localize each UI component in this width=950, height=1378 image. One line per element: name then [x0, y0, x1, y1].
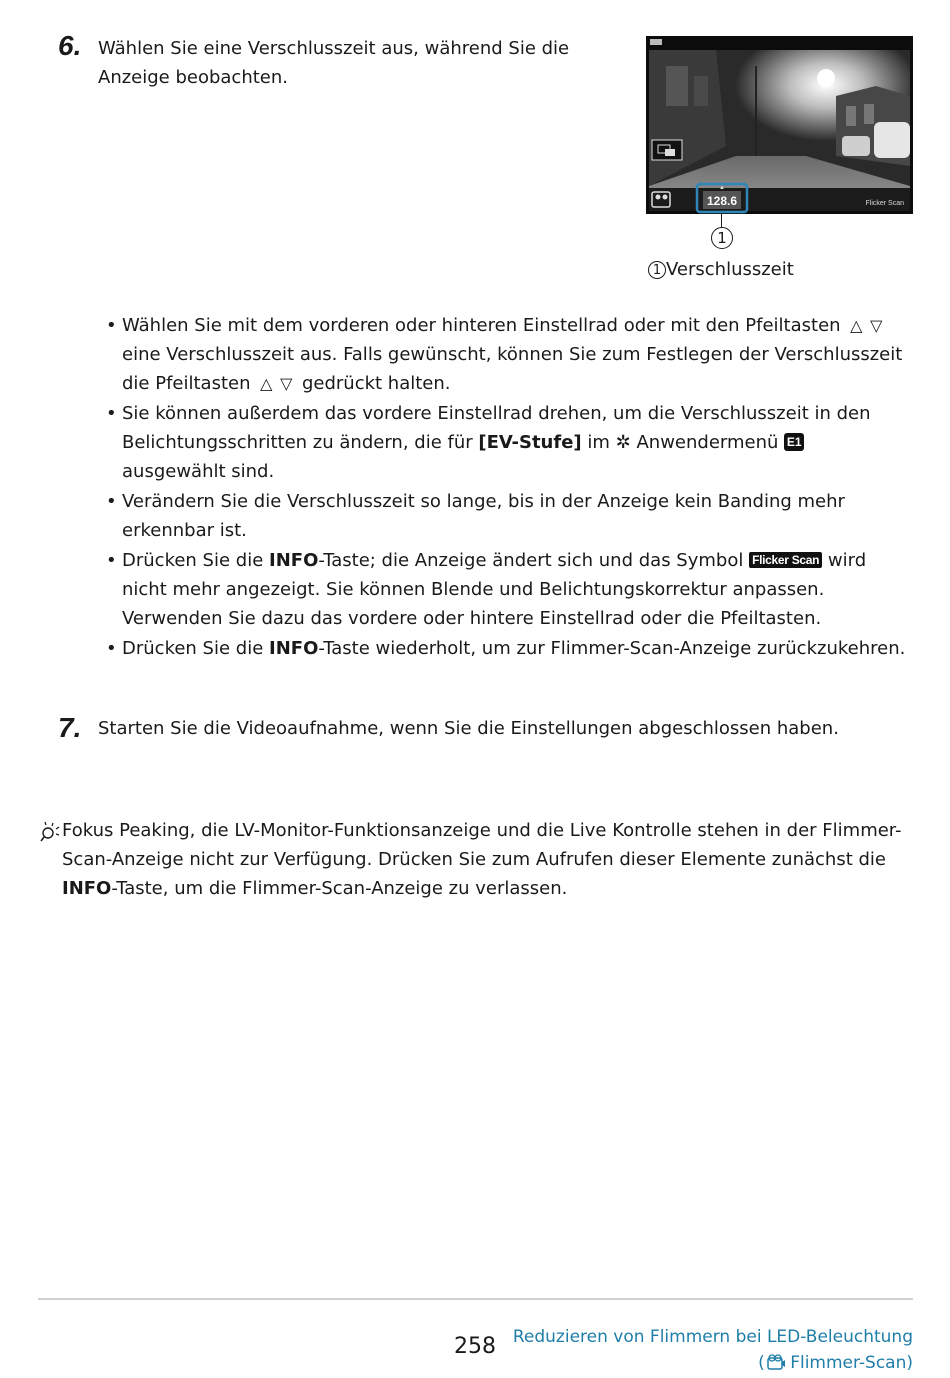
- callout-number: 1: [711, 227, 733, 249]
- arrow-up-icon: △: [850, 316, 863, 335]
- caption-number: 1: [648, 261, 666, 279]
- flicker-scan-badge: Flicker Scan: [749, 552, 822, 568]
- chapter-link-line2[interactable]: ( Flimmer-Scan): [493, 1350, 913, 1378]
- ev-step-label: [EV-Stufe]: [478, 432, 582, 453]
- arrow-down-icon: ▽: [870, 316, 883, 335]
- callout-leader-line: [721, 214, 722, 228]
- flicker-scan-label: Flicker Scan: [865, 200, 904, 207]
- step-6-text: Wählen Sie eine Verschlusszeit aus, während Sie die Anzeige beobachten.: [98, 38, 570, 88]
- tip-text: Fokus Peaking, die LV-Monitor-Funktionsanzeige und die Live Kontrolle stehen in der Flimmer-Scan-Anzeige nicht zur Verfügung. Drücken Sie zum Aufrufen dieser Elemente zunächst die INFO-Taste, um die Flimmer-Scan-Anzeige zu verlassen.: [62, 820, 902, 899]
- gear-icon: ✲: [615, 432, 631, 453]
- step-7-text: Starten Sie die Videoaufnahme, wenn Sie die Einstellungen abgeschlossen haben.: [98, 718, 839, 739]
- screen-caption: [648, 257, 794, 283]
- e1-menu-badge: E1: [784, 433, 804, 451]
- arrow-up-icon: △: [260, 374, 273, 393]
- bullet-item: • Wählen Sie mit dem vorderen oder hinteren Einstellrad oder mit den Pfeiltasten △ ▽ eine Verschlusszeit aus. Falls gewünscht, können Sie zum Festlegen der Verschlusszeit die Pfeiltasten △ ▽ gedrückt halten.: [106, 311, 912, 398]
- bullet-item: • Verändern Sie die Verschlusszeit so lange, bis in der Anzeige kein Banding mehr erkennbar ist.: [106, 487, 912, 545]
- tip-lightbulb-icon: [38, 820, 62, 844]
- arrow-down-icon: ▽: [280, 374, 293, 393]
- bullet-item: • Drücken Sie die INFO-Taste wiederholt, um zur Flimmer-Scan-Anzeige zurückzukehren.: [106, 634, 912, 663]
- chapter-link-line1[interactable]: Reduzieren von Flimmern bei LED-Beleuchtung: [512, 1327, 913, 1347]
- footer-divider: [38, 1298, 913, 1300]
- chapter-link[interactable]: [493, 1324, 913, 1378]
- svg-text:▲: ▲: [719, 185, 725, 191]
- step-7-number: 7.: [58, 712, 82, 743]
- shutter-value-readout: 128.6: [706, 194, 738, 208]
- step-6-number: 6.: [58, 30, 82, 61]
- bullet-item: • Sie können außerdem das vordere Einstellrad drehen, um die Verschlusszeit in den Belichtungsschritten zu ändern, die für [EV-Stufe] im ✲ Anwendermenü E1 ausgewählt sind.: [106, 399, 912, 486]
- instruction-bullets: [106, 311, 912, 664]
- page-number: 258: [454, 1334, 496, 1359]
- caption-text: Verschlusszeit: [666, 259, 794, 280]
- camera-screen-image: [646, 36, 913, 214]
- movie-mode-icon: [765, 1352, 785, 1378]
- bullet-item: • Drücken Sie die INFO-Taste; die Anzeige ändert sich und das Symbol Flicker Scan wird nicht mehr angezeigt. Sie können Blende und Belichtungskorrektur anpassen. Verwenden Sie dazu das vordere oder hintere Einstellrad oder die Pfeiltasten.: [106, 546, 912, 633]
